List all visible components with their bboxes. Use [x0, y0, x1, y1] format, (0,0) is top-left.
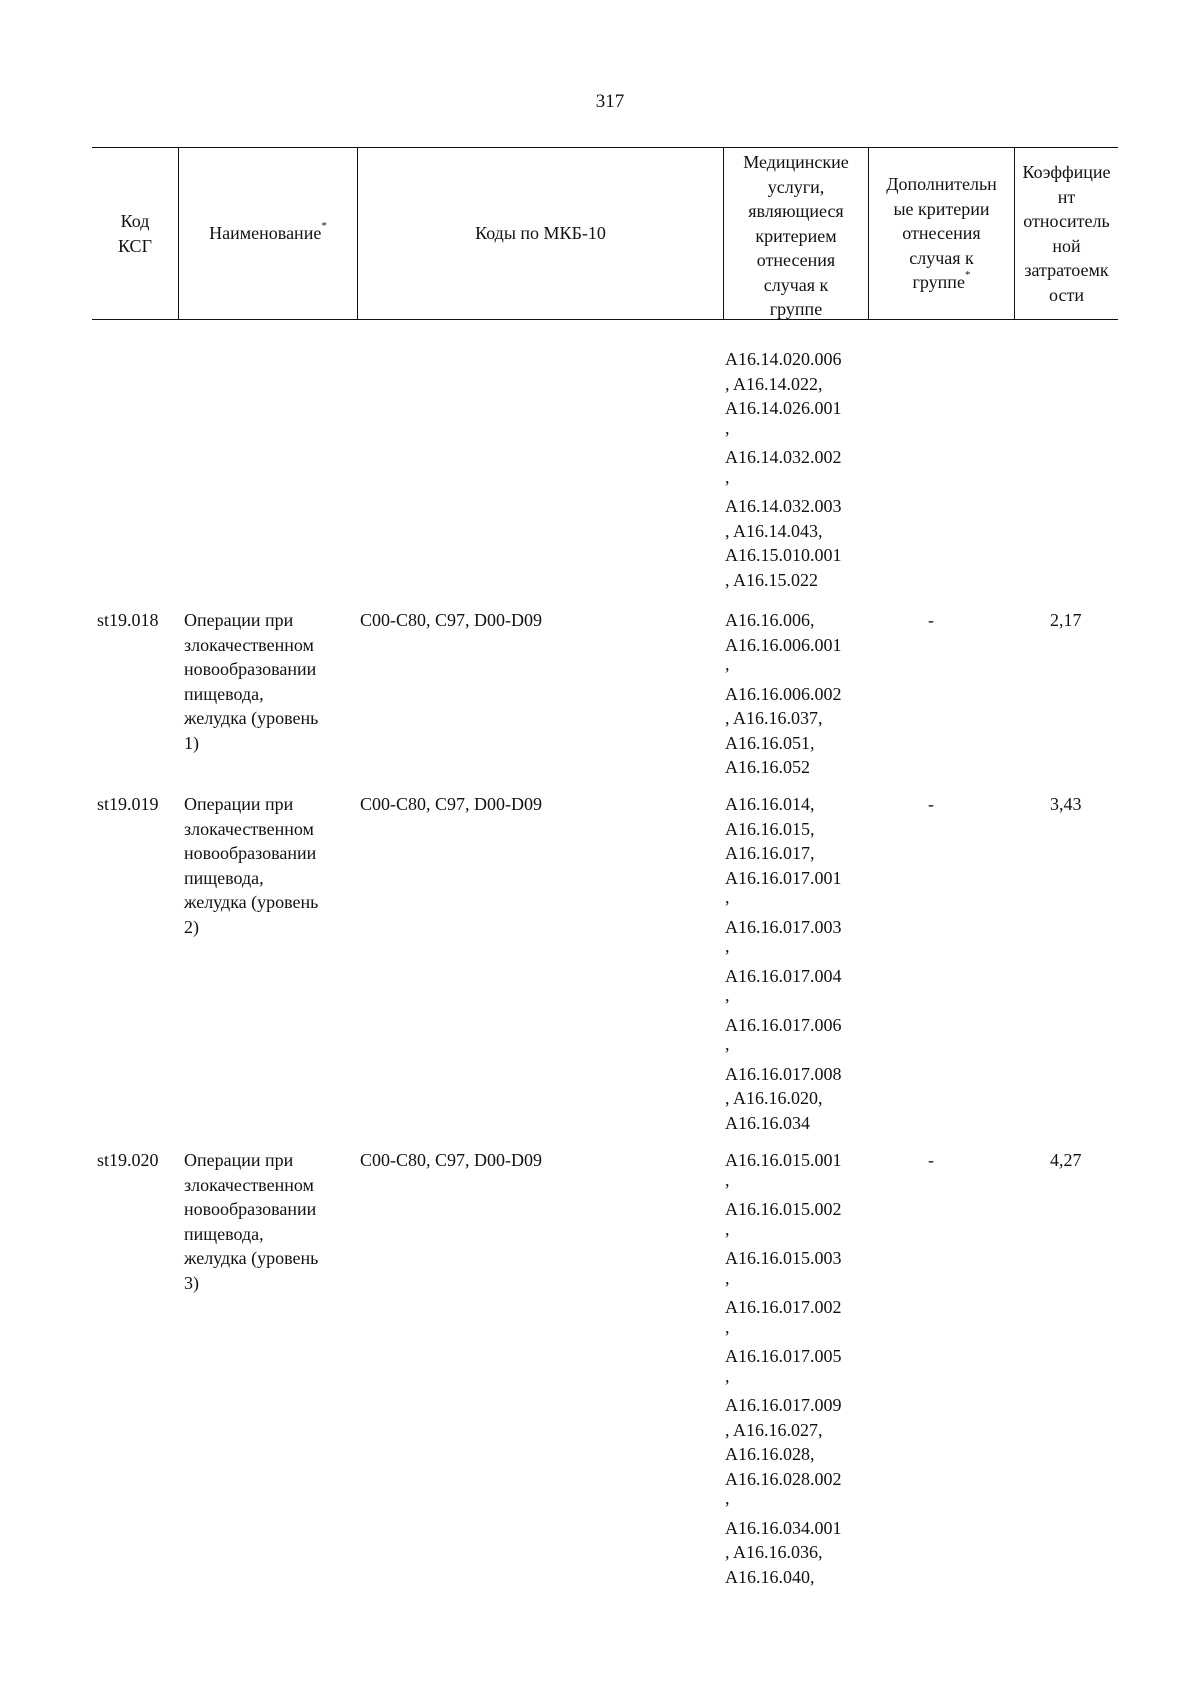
header-services	[723, 148, 868, 319]
service-code-line: ,	[725, 466, 730, 487]
row-mkb-codes: C00-C80, C97, D00-D09	[360, 1150, 543, 1170]
service-code-line: A16.16.040,	[725, 1566, 815, 1587]
service-code-line: , A16.14.022,	[725, 373, 823, 394]
header-additional	[868, 148, 1014, 319]
service-code-line: A16.16.006.002	[725, 683, 842, 704]
service-code-line: A16.16.015,	[725, 818, 815, 839]
service-code-line: ,	[725, 417, 730, 438]
row-services	[725, 608, 875, 780]
row-mkb-codes: C00-C80, C97, D00-D09	[360, 610, 543, 630]
service-code-line: A16.16.017.002	[725, 1297, 842, 1317]
row-coefficient: 4,27	[1050, 1150, 1082, 1170]
service-code-line: ,	[725, 1365, 730, 1386]
service-code-line: A16.16.017.008	[725, 1063, 842, 1084]
service-code-line: A16.14.020.006	[725, 349, 842, 369]
service-code-line: A16.16.017.004	[725, 965, 842, 986]
header-additional-label: Дополнительн ые критерии отнесения случая к группе*	[886, 174, 997, 293]
service-code-line: A16.16.028.002	[725, 1468, 842, 1489]
row-coefficient: 2,17	[1050, 610, 1082, 630]
service-code-line: , A16.16.020,	[725, 1088, 823, 1108]
service-code-line: A16.16.052	[725, 757, 810, 777]
continuation-services	[725, 347, 875, 592]
row-services	[725, 1148, 875, 1589]
service-code-line: A16.16.006.001	[725, 634, 842, 655]
service-code-line: A16.15.010.001	[725, 545, 842, 565]
page-number: 317	[595, 91, 625, 112]
service-code-line: ,	[725, 1218, 730, 1239]
service-code-line: , A16.15.022	[725, 569, 819, 590]
service-code-line: ,	[725, 1267, 730, 1288]
service-code-line: , A16.14.043,	[725, 520, 823, 541]
row-coefficient: 3,43	[1050, 794, 1082, 814]
row-mkb-codes: C00-C80, C97, D00-D09	[360, 794, 543, 814]
service-code-line: A16.16.015.001	[725, 1150, 842, 1170]
service-code-line: ,	[725, 887, 730, 907]
row-name: Операции при злокачественном новообразовании пищевода, желудка (уровень 3)	[184, 1150, 319, 1293]
service-code-line: , A16.16.027,	[725, 1419, 823, 1440]
service-code-line: A16.16.015.003	[725, 1248, 842, 1268]
row-additional-criteria: -	[928, 610, 934, 630]
header-code	[92, 148, 178, 319]
service-code-line: A16.16.034	[725, 1112, 810, 1133]
service-code-line: A16.16.017.006	[725, 1014, 842, 1035]
service-code-line: ,	[725, 985, 730, 1005]
row-code: st19.019	[97, 794, 159, 814]
row-code: st19.020	[97, 1150, 159, 1170]
header-mkb	[357, 148, 723, 319]
row-name: Операции при злокачественном новообразовании пищевода, желудка (уровень 1)	[184, 610, 319, 753]
table-header	[92, 147, 1118, 320]
row-additional-criteria: -	[928, 1150, 934, 1170]
header-name-footnote-mark: *	[321, 220, 327, 233]
header-name	[178, 148, 357, 319]
service-code-line: A16.14.032.002	[725, 447, 842, 467]
header-code-label: Код КСГ	[118, 211, 152, 256]
service-code-line: A16.14.032.003	[725, 496, 842, 516]
service-code-line: A16.16.017.001	[725, 867, 842, 888]
row-code: st19.018	[97, 610, 159, 630]
service-code-line: A16.16.017.005	[725, 1346, 842, 1366]
header-coef-label: Коэффицие нт относитель ной затратоемк ости	[1022, 162, 1111, 305]
header-name-label: Наименование*	[209, 220, 327, 244]
service-code-line: A16.16.028,	[725, 1444, 815, 1464]
service-code-line: ,	[725, 1034, 730, 1054]
service-code-line: ,	[725, 1169, 730, 1190]
service-code-line: A16.16.017,	[725, 843, 815, 863]
service-code-line: A16.16.051,	[725, 732, 815, 753]
service-code-line: A16.16.014,	[725, 794, 815, 814]
service-code-line: A16.14.026.001	[725, 398, 842, 418]
row-name: Операции при злокачественном новообразовании пищевода, желудка (уровень 2)	[184, 794, 319, 937]
header-additional-footnote-mark: *	[964, 269, 971, 282]
service-code-line: A16.16.034.001	[725, 1517, 842, 1538]
service-code-line: A16.16.006,	[725, 610, 815, 630]
service-code-line: , A16.16.037,	[725, 708, 823, 728]
service-code-line: ,	[725, 654, 730, 674]
row-services	[725, 792, 875, 1135]
service-code-line: ,	[725, 1316, 730, 1337]
service-code-line: A16.16.017.003	[725, 916, 842, 937]
header-services-label: Медицинские услуги, являющиеся критерием отнесения случая к группе	[743, 152, 849, 319]
service-code-line: A16.16.015.002	[725, 1199, 842, 1219]
header-mkb-label: Коды по МКБ-10	[475, 223, 606, 244]
service-code-line: ,	[725, 936, 730, 956]
header-coef	[1014, 148, 1118, 319]
service-code-line: ,	[725, 1488, 730, 1508]
row-additional-criteria: -	[928, 794, 934, 814]
service-code-line: A16.16.017.009	[725, 1395, 842, 1415]
service-code-line: , A16.16.036,	[725, 1542, 823, 1562]
